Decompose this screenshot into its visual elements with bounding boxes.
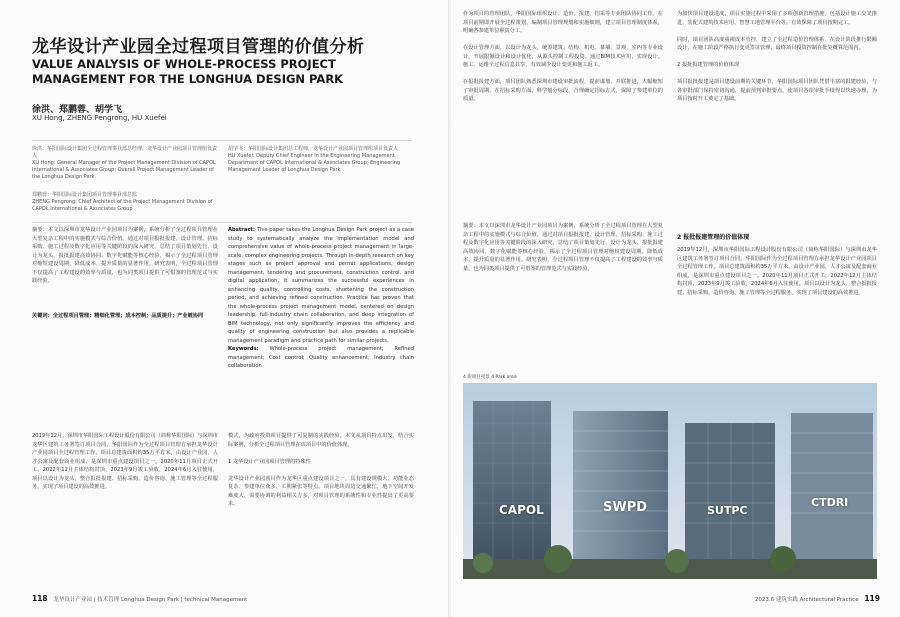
left-page [0, 0, 449, 617]
authors-en: XU Hong, ZHENG Pengrong, HU Xuefei [32, 114, 167, 122]
body-text-right-col2: 为加快项目建设进度，项目实施过程中采用了多项创新管理措施，包括设计施工交叉推进、装配式建筑技术应用、智慧工地管理平台等，有效保障了项目按期完工。 同时，项目团队高度重视成本管控，建立了全过程造价管理体系，在设计阶段推行限额设计，在施工阶段严格执行变更签证管理，最终项目投资控制在批复概算范围内。 2 报批报建管理的价值体现 项目报批报建是项目建设前期的关键环节，华阳国际项目团队凭借丰富的报建经验，与各审批部门保持密切沟通，提前预判审批要点，使项目各项审批手续得以快速办理，为项目按时开工奠定了基础。 [677, 11, 877, 102]
body-continued-2: 2019年12月，深圳市华阳国际工程设计股份有限公司（简称华阳国际）与深圳市龙华区建筑工务署签订项目合同，华阳国际作为全过程项目管理方承担龙华设计产业园项目全过程管理工作。项目总建筑面积约35万平方米，由设计产业园、人才公寓及配套商业组成，是深圳市重点建设项目之一。2020年11月项目正式开工，2022年12月主体结构封顶，2023年9月竣工验收，2024年6月入驻使用。项目以设计为龙头，整合报批报建、招标采购、造价咨询、施工管理等全过程服务，实现了项目建设的高效推进。 [677, 247, 877, 296]
building-photo [463, 383, 877, 579]
affiliation-1: 徐洪：华阳国际设计集团全过程管理事业部总经理，龙华设计产业园项目管理组负责人 XU Hong: General Manager of the Project Management Division of CAPOL International & Associates Group; Overall Project Management Leader of the Longhua Design Park [32, 146, 218, 180]
authors-cn: 徐洪、郑鹏蓉、胡学飞 [32, 105, 123, 115]
sign-capol: CAPOL [499, 503, 544, 517]
affiliation-3: 郑鹏蓉：华阳国际设计集团项目管理事业部总监 ZHENG Pengrong: Chief Architect of the Project Management Division of CAPOL International & Associates Group [32, 192, 213, 212]
photo-caption: 4 新项目夜景 4 Park area [463, 375, 517, 380]
body-continued: 摘要：本文以深圳市龙华设计产业园项目为案例，系统分析了全过程项目管理在大型复杂工程中的实施模式与综合价值。通过对项目报批报建、设计管理、招标采购、施工过程及数字化应用等关键阶段的深入研究，总结了项目策划先行、设计为龙头、报批报建高效协同、数字化赋能等核心经验，揭示了全过程项目管理对缩短建设周期、降低成本、提升质量的显著作用。研究表明，全过程项目管理不仅提高了工程建设的效率与质量，也为同类项目提供了可借鉴的管理范式与实践经验。 [463, 223, 663, 272]
sign-ctdri: CTDRI [811, 496, 849, 509]
body-text-right-col2-cont [677, 246, 877, 370]
article-title-cn: 龙华设计产业园全过程项目管理的价值分析 [32, 37, 365, 57]
body-text-col2: 模式，为政府投资项目提供了可复制的实践经验。本文从项目特点出发，结合实际案例，分析全过程项目管理在该项目中的价值体现。 1 龙华设计产业园项目管理的特殊性 龙华设计产业园项目作为龙华区重点建设项目之一，具有建设规模大、功能业态复杂、参建单位众多、工期紧张等特点。项目地块周边交通繁忙，地下空间开发难度大，需要协调的利益相关方多，对项目管理的系统性和专业性提出了更高要求。 [228, 433, 414, 507]
article-title-en: VALUE ANALYSIS OF WHOLE-PROCESS PROJECT MANAGEMENT FOR THE LONGHUA DESIGN PARK [32, 57, 344, 86]
section-heading-2: 2 报批报建管理的价值体现 [677, 234, 750, 241]
sign-swpd: SWPD [603, 500, 648, 515]
body-text-right-col1-cont [463, 222, 663, 370]
body-text-col1: 2019年12月，深圳市华阳国际工程设计股份有限公司（简称华阳国际）与深圳市龙华区建筑工务署签订项目合同，华阳国际作为全过程项目管理方承担龙华设计产业园项目全过程管理工作。项目总建筑面积约35万平方米，由设计产业园、人才公寓及配套商业组成，是深圳市重点建设项目之一。2020年11月项目正式开工，2022年12月主体结构封顶，2023年9月竣工验收，2024年6月入驻使用。项目以设计为龙头，整合报批报建、招标采购、造价咨询、施工管理等全过程服务，实现了项目建设的高效推进。 [32, 433, 218, 490]
right-page [451, 0, 900, 617]
abstract-en [228, 226, 414, 426]
page-number-left: 118 [32, 594, 48, 603]
footer-left-text: 龙华设计产业园 | 技术管理 Longhua Design Park | technical Management [53, 597, 248, 603]
sign-sutpc: SUTPC [707, 504, 748, 517]
keywords-en-text: Whole-process project management; Refined management; Cost control; Quality enhancement; Industry chain collaboration [228, 346, 414, 369]
page-number-right: 119 [864, 594, 880, 603]
body-text-right-col1: 作为项目的管理团队，华阳国际组织设计、造价、报建、招采等专业团队协同工作，在项目前期即开展全过程策划，编制项目管理规划和实施细则，建立项目管理制度体系，明确各参建单位职责分工。 在设计管理方面，以设计为龙头，统筹建筑、结构、机电、幕墙、景观、室内等专业设计，开展限额设计和设计优化，从源头控制工程投资。通过BIM技术应用，实现设计、施工、运维全过程信息共享，有效减少设计变更和施工返工。 在报批报建方面，项目团队熟悉深圳市建设审批流程，提前谋划、并联推进，大幅缩短了审批周期。在招标采购方面，科学划分标段，合理确定招标方式，保障了参建单位的质量。 [463, 11, 663, 102]
building-illustration [463, 383, 877, 579]
keywords-en-label: Keywords: [228, 346, 259, 352]
footer-right [755, 594, 880, 603]
abstract-cn [32, 226, 218, 311]
footer-left [32, 594, 247, 603]
divider [32, 140, 412, 141]
abstract-cn-text: 摘要：本文以深圳市龙华设计产业园项目为案例，系统分析了全过程项目管理在大型复杂工程中的实施模式与综合价值。通过对项目报批报建、设计管理、招标采购、施工过程及数字化应用等关键阶段的深入研究，总结了项目策划先行、设计为龙头、报批报建高效协同、数字化赋能等核心经验，揭示了全过程项目管理对缩短建设周期、降低成本、提升质量的显著作用。研究表明，全过程项目管理不仅提高了工程建设的效率与质量，也为同类项目提供了可借鉴的管理范式与实践经验。 [32, 227, 218, 284]
abstract-en-label: Abstract: [228, 227, 255, 233]
keywords-cn: 关键词：全过程项目管理；精细化管理；成本控制；品质提升；产业链协同 [32, 313, 204, 319]
divider [32, 222, 412, 223]
affiliation-2: 胡学飞：华阳国际设计集团总工程师，龙华设计产业园项目管理组项目负责人 HU Xuefei: Deputy Chief Engineer in the Engineering Management Department of CAPOL International & Associates Group; Engineering Management Leader of Longhua Design Park [228, 146, 401, 173]
footer-right-text: 2023.6 建筑实践 Architectural Practice [754, 597, 859, 603]
abstract-en-text: This paper takes the Longhua Design Park project as a case study to systematically analyze the implementation model and comprehensive value of whole-process project management in large-scale, complex engineering projects. Through in-depth research on key stages such as project approval and permit applications, design management, tendering and procurement, construction control, and digital application, it summarizes the successful experiences in enhancing quality, controlling costs, shortening the construction period, and achieving refined construction. Practice has proven that the whole-process project management model, centered on design leadership, full-industry chain collaboration, and deep integration of BIM technology, not only significantly improves the efficiency and quality of engineering construction but also provides a replicable management paradigm and practice path for similar projects. [228, 227, 414, 344]
